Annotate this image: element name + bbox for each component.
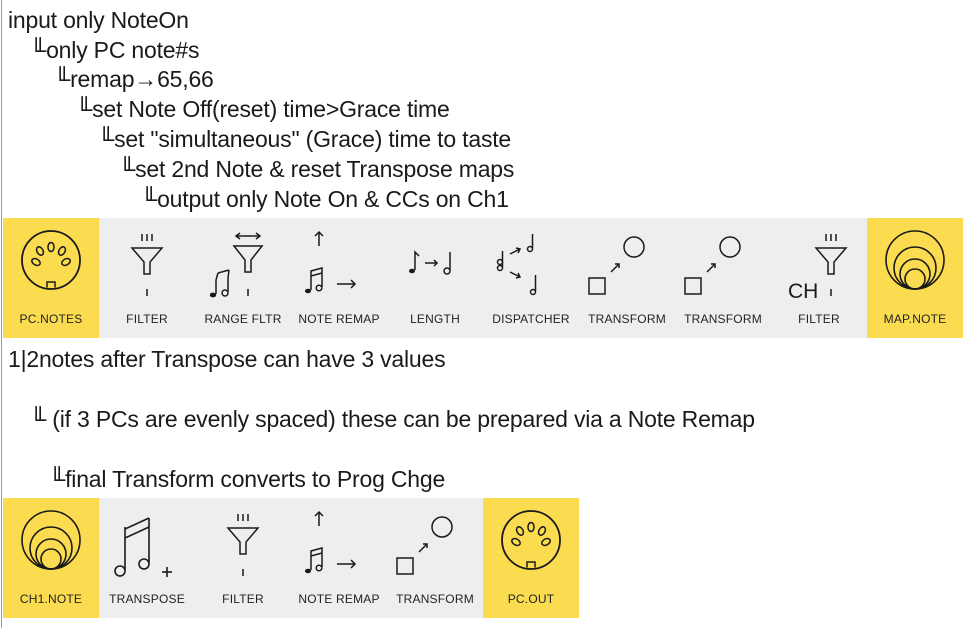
module-label: TRANSFORM bbox=[588, 312, 666, 326]
module-label: CH1.NOTE bbox=[19, 592, 83, 606]
note-line: ╙output only Note On & CCs on Ch1 bbox=[141, 186, 509, 212]
module-transform[interactable] bbox=[387, 498, 483, 618]
module-label: TRANSFORM bbox=[684, 312, 762, 326]
module-length[interactable] bbox=[387, 218, 483, 338]
module-pc-out[interactable] bbox=[483, 498, 579, 618]
module-filter[interactable] bbox=[195, 498, 291, 618]
module-channel-filter[interactable] bbox=[771, 218, 867, 338]
note-line: ╙set Note Off(reset) time>Grace time bbox=[76, 96, 450, 122]
module-transform[interactable] bbox=[579, 218, 675, 338]
note-line: ╙ (if 3 PCs are evenly spaced) these can be prepared via a Note Remap bbox=[30, 406, 755, 432]
module-dispatcher[interactable] bbox=[483, 218, 579, 338]
note-line: ╙remap→65,66 bbox=[54, 66, 214, 92]
module-chain-1 bbox=[3, 218, 963, 338]
module-label: NOTE REMAP bbox=[298, 312, 380, 326]
note-line: 1|2notes after Transpose can have 3 values bbox=[8, 346, 446, 372]
module-note-remap[interactable] bbox=[291, 498, 387, 618]
module-label: FILTER bbox=[798, 312, 840, 326]
module-label: PC.OUT bbox=[507, 592, 555, 606]
note-line: ╙set "simultaneous" (Grace) time to taste bbox=[98, 126, 512, 152]
module-label: NOTE REMAP bbox=[298, 592, 380, 606]
module-filter[interactable] bbox=[99, 218, 195, 338]
module-label: FILTER bbox=[222, 592, 264, 606]
note-line: ╙set 2nd Note & reset Transpose maps bbox=[119, 156, 515, 182]
module-label: TRANSFORM bbox=[396, 592, 474, 606]
module-transpose[interactable] bbox=[99, 498, 195, 618]
module-label: DISPATCHER bbox=[492, 312, 570, 326]
note-line: input only NoteOn bbox=[8, 7, 189, 33]
note-line: ╙only PC note#s bbox=[30, 37, 200, 63]
module-pc-notes[interactable] bbox=[3, 218, 99, 338]
module-label: MAP.NOTE bbox=[883, 312, 947, 326]
editor-left-rule bbox=[1, 0, 2, 628]
module-label: FILTER bbox=[126, 312, 168, 326]
note-line: ╙final Transform converts to Prog Chge bbox=[49, 466, 446, 492]
module-ch1-note[interactable] bbox=[3, 498, 99, 618]
module-chain-2 bbox=[3, 498, 579, 618]
module-transform[interactable] bbox=[675, 218, 771, 338]
module-map-note[interactable] bbox=[867, 218, 963, 338]
channel-label: CH bbox=[788, 280, 819, 303]
module-label: RANGE FLTR bbox=[204, 312, 282, 326]
module-label: LENGTH bbox=[410, 312, 460, 326]
module-note-remap[interactable] bbox=[291, 218, 387, 338]
module-label: TRANSPOSE bbox=[109, 592, 185, 606]
module-label: PC.NOTES bbox=[19, 312, 83, 326]
module-range-filter[interactable] bbox=[195, 218, 291, 338]
